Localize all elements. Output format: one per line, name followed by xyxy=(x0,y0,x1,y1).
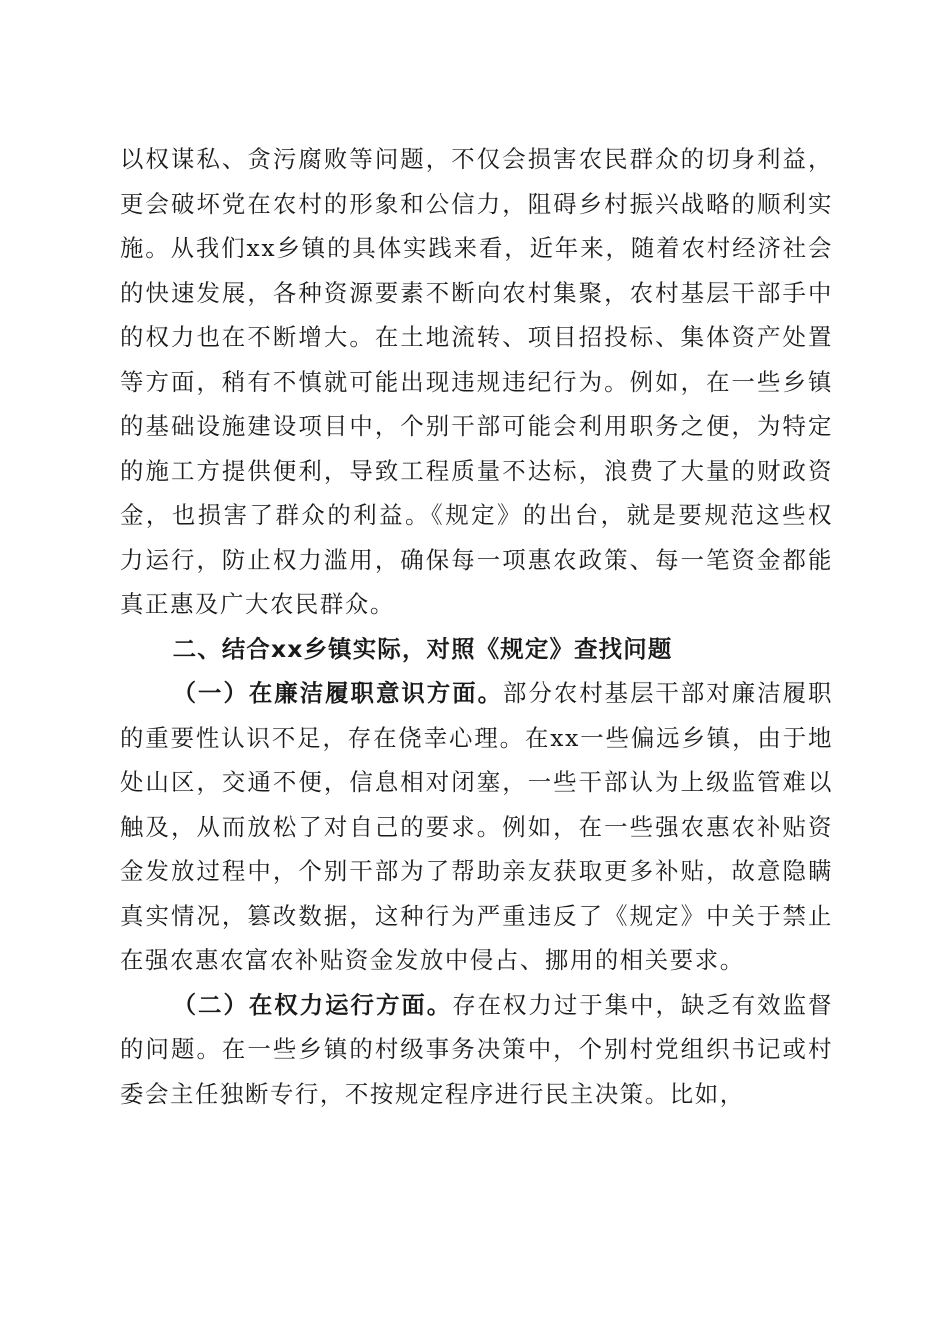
item-2-paragraph xyxy=(120,983,833,1117)
paragraph-continuation: 以权谋私、贪污腐败等问题，不仅会损害农民群众的切身利益，更会破坏党在农村的形象和公信力，阻碍乡村振兴战略的顺利实施。从我们xx乡镇的具体实践来看，近年来，随着农村经济社会的快速发展，各种资源要素不断向农村集聚，农村基层干部手中的权力也在不断增大。在土地流转、项目招投标、集体资产处置等方面，稍有不慎就可能出现违规违纪行为。例如，在一些乡镇的基础设施建设项目中，个别干部可能会利用职务之便，为特定的施工方提供便利，导致工程质量不达标，浪费了大量的财政资金，也损害了群众的利益。《规定》的出台，就是要规范这些权力运行，防止权力滥用，确保每一项惠农政策、每一笔资金都能真正惠及广大农民群众。 xyxy=(120,145,833,618)
document-body xyxy=(120,137,833,1116)
item-1-body: 部分农村基层干部对廉洁履职的重要性认识不足，存在侥幸心理。在xx一些偏远乡镇，由于地处山区，交通不便，信息相对闭塞，一些干部认为上级监管难以触及，从而放松了对自己的要求。例如，在一些强农惠农补贴资金发放过程中，个别干部为了帮助亲友获取更多补贴，故意隐瞒真实情况，篡改数据，这种行为严重违反了《规定》中关于禁止在强农惠农富农补贴资金发放中侵占、挪用的相关要求。 xyxy=(120,679,833,974)
item-2-body: 存在权力过于集中，缺乏有效监督的问题。在一些乡镇的村级事务决策中，个别村党组织书记或村委会主任独断专行，不按规定程序进行民主决策。比如， xyxy=(120,990,833,1108)
item-1-lead: （一）在廉洁履职意识方面。 xyxy=(172,679,504,707)
item-2-lead: （二）在权力运行方面。 xyxy=(172,990,453,1019)
section-heading: 二、结合xx乡镇实际，对照《规定》查找问题 xyxy=(172,634,673,663)
item-1-paragraph xyxy=(120,671,833,983)
